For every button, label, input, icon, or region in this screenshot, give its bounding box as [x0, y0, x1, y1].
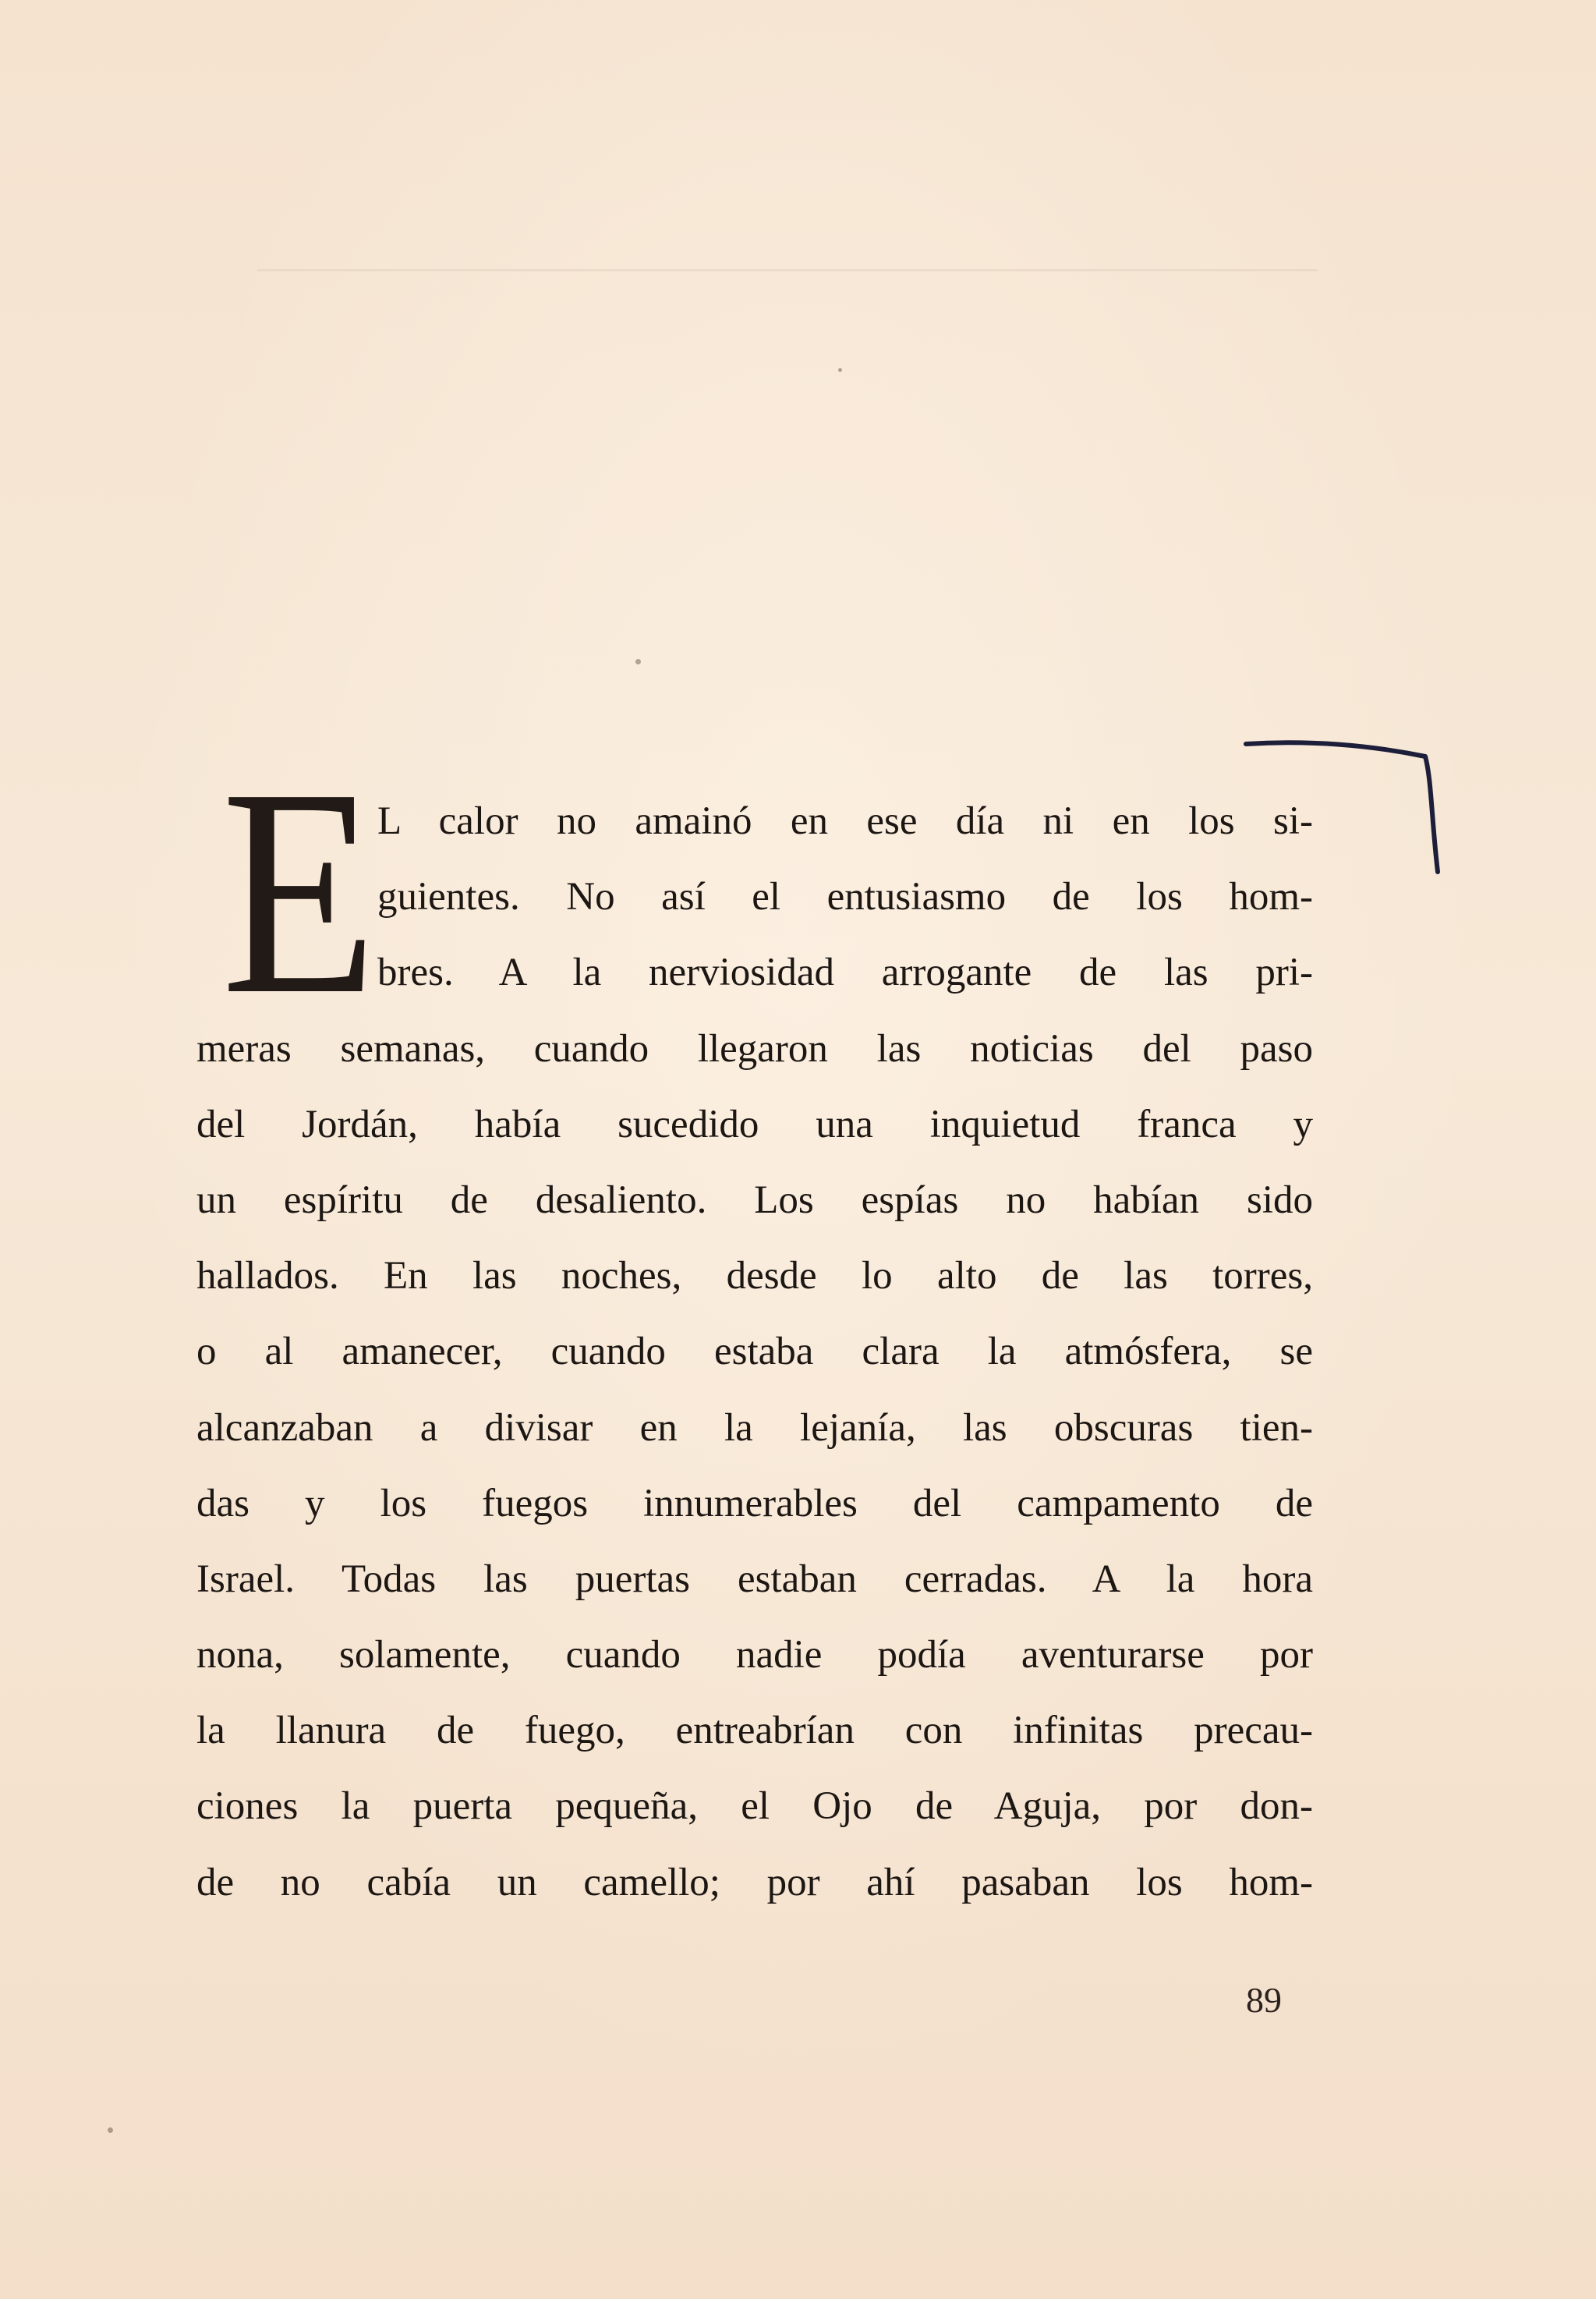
text-line: L calor no amainó en ese día ni en los si-: [377, 799, 1313, 843]
text-line: la llanura de fuego, entreabrían con infinitas precau-: [196, 1709, 1313, 1753]
text-line: das y los fuegos innumerables del campamento de: [196, 1481, 1313, 1525]
text-line: del Jordán, había sucedido una inquietud franca y: [196, 1102, 1313, 1146]
page-number: 89: [1246, 1980, 1282, 2020]
text-line: bres. A la nerviosidad arrogante de las pri-: [377, 951, 1313, 995]
text-line: ciones la puerta pequeña, el Ojo de Aguja, por don-: [196, 1784, 1313, 1829]
text-line: hallados. En las noches, desde lo alto de las torres,: [196, 1254, 1313, 1298]
text-line: alcanzaban a divisar en la lejanía, las obscuras tien-: [196, 1405, 1313, 1450]
body-text: [196, 728, 1313, 1921]
text-line: o al amanecer, cuando estaba clara la atmósfera, se: [196, 1330, 1313, 1374]
text-line: guientes. No así el entusiasmo de los hom-: [377, 875, 1313, 919]
text-line: un espíritu de desaliento. Los espías no habían sido: [196, 1178, 1313, 1222]
text-line: Israel. Todas las puertas estaban cerradas. A la hora: [196, 1557, 1313, 1601]
text-line: nona, solamente, cuando nadie podía aventurarse por: [196, 1633, 1313, 1677]
paper-speck: [635, 659, 641, 664]
show-through-rule: [257, 269, 1318, 271]
text-line: de no cabía un camello; por ahí pasaban los hom-: [196, 1860, 1313, 1904]
drop-cap-letter: E: [221, 728, 377, 1056]
text-line: meras semanas, cuando llegaron las noticias del paso: [196, 1026, 1313, 1071]
paper-speck: [108, 2127, 113, 2133]
paper-speck: [838, 368, 842, 372]
